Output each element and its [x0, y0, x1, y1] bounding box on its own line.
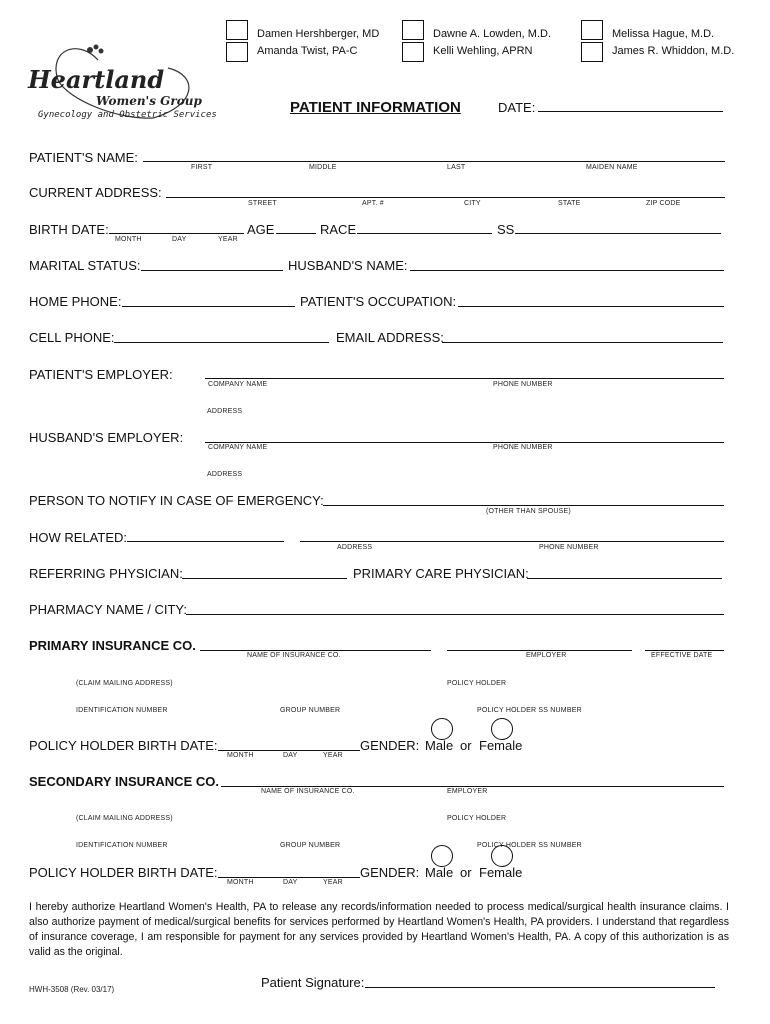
doctor-name: Melissa Hague, M.D.: [612, 28, 715, 40]
male-label-2: Male: [425, 865, 454, 880]
pharmacy-label: PHARMACY NAME / CITY:: [29, 602, 187, 617]
caption: DAY: [283, 879, 298, 886]
female-label-2: Female: [479, 865, 523, 880]
caption: GROUP NUMBER: [280, 707, 341, 714]
caption: GROUP NUMBER: [280, 842, 341, 849]
doctor-checkbox-2[interactable]: [402, 20, 424, 40]
caption: POLICY HOLDER: [447, 815, 507, 822]
authorization-text: I hereby authorize Heartland Women's Health, PA to release any records/information needed to process medical/surgical health insurance claims. I also authorize payment of medical/surgical benefits for services performed by Heartland Women's Health, PA providers. I understand that regardless of insurance coverage, I am responsible for payment for any services provided by Heartland Women's Health, PA. A copy of this authorization is as valid as the original.: [29, 901, 729, 958]
primary-care-field[interactable]: [527, 578, 722, 579]
female-radio[interactable]: [491, 718, 513, 740]
birth-date-label: BIRTH DATE:: [29, 222, 109, 237]
caption: POLICY HOLDER: [447, 680, 507, 687]
caption: IDENTIFICATION NUMBER: [76, 842, 168, 849]
caption: POLICY HOLDER SS NUMBER: [477, 842, 582, 849]
caption: PHONE NUMBER: [493, 381, 553, 388]
primary-effective-date-field[interactable]: [645, 650, 724, 651]
doctor-checkbox-1[interactable]: [226, 20, 248, 40]
occupation-label: PATIENT'S OCCUPATION:: [300, 294, 457, 309]
page-title: PATIENT INFORMATION: [290, 99, 461, 116]
caption: ADDRESS: [207, 471, 243, 478]
caption: PHONE NUMBER: [493, 444, 553, 451]
male-radio-2[interactable]: [431, 845, 453, 867]
patient-employer-field[interactable]: [205, 378, 724, 379]
caption: (CLAIM MAILING ADDRESS): [76, 815, 173, 822]
current-address-label: CURRENT ADDRESS:: [29, 185, 162, 200]
birth-date-field[interactable]: [109, 233, 244, 234]
doctor-name: James R. Whiddon, M.D.: [612, 45, 735, 57]
gender-label-2: GENDER:: [360, 865, 420, 880]
caption: DAY: [283, 752, 298, 759]
caption: EMPLOYER: [447, 788, 488, 795]
emergency-field[interactable]: [323, 505, 724, 506]
doctor-name: Kelli Wehling, APRN: [433, 45, 533, 57]
caption: ADDRESS: [207, 408, 243, 415]
caption: (OTHER THAN SPOUSE): [486, 508, 571, 515]
doctor-name: Amanda Twist, PA-C: [257, 45, 358, 57]
pharmacy-field[interactable]: [186, 614, 724, 615]
primary-employer-field[interactable]: [447, 650, 632, 651]
or-label: or: [460, 738, 472, 753]
home-phone-label: HOME PHONE:: [29, 294, 122, 309]
caption: MONTH: [227, 879, 254, 886]
referring-field[interactable]: [182, 578, 347, 579]
patient-employer-label: PATIENT'S EMPLOYER:: [29, 367, 173, 382]
male-radio[interactable]: [431, 718, 453, 740]
caption: NAME OF INSURANCE CO.: [261, 788, 355, 795]
logo-sub: Women's Group: [96, 94, 202, 108]
caption: MAIDEN NAME: [586, 164, 638, 171]
secondary-insurance-label: SECONDARY INSURANCE CO.: [29, 774, 219, 789]
doctor-checkbox-2b[interactable]: [402, 42, 424, 62]
primary-insurance-label: PRIMARY INSURANCE CO.: [29, 638, 196, 653]
caption: CITY: [464, 200, 481, 207]
caption: IDENTIFICATION NUMBER: [76, 707, 168, 714]
caption: DAY: [172, 236, 187, 243]
doctor-checkbox-3[interactable]: [581, 20, 603, 40]
caption: ADDRESS: [337, 544, 373, 551]
date-label: DATE:: [498, 100, 536, 115]
caption: STREET: [248, 200, 277, 207]
ss-field[interactable]: [515, 233, 721, 234]
caption: COMPANY NAME: [208, 381, 268, 388]
email-field[interactable]: [442, 342, 723, 343]
female-label: Female: [479, 738, 523, 753]
caption: POLICY HOLDER SS NUMBER: [477, 707, 582, 714]
husband-employer-field[interactable]: [205, 442, 724, 443]
caption: ZIP CODE: [646, 200, 681, 207]
secondary-insurance-field[interactable]: [221, 786, 724, 787]
caption: MONTH: [227, 752, 254, 759]
doctor-checkbox-1b[interactable]: [226, 42, 248, 62]
age-field[interactable]: [276, 233, 316, 234]
ph-birth-label: POLICY HOLDER BIRTH DATE:: [29, 738, 218, 753]
male-label: Male: [425, 738, 454, 753]
signature-field[interactable]: [365, 987, 715, 988]
logo-tagline: Gynecology and Obstetric Services: [38, 110, 217, 120]
date-field[interactable]: [538, 111, 723, 112]
referring-label: REFERRING PHYSICIAN:: [29, 566, 183, 581]
emergency-label: PERSON TO NOTIFY IN CASE OF EMERGENCY:: [29, 493, 324, 508]
husband-employer-label: HUSBAND'S EMPLOYER:: [29, 430, 184, 445]
caption: MIDDLE: [309, 164, 337, 171]
caption: EFFECTIVE DATE: [651, 652, 713, 659]
patient-name-label: PATIENT'S NAME:: [29, 150, 138, 165]
caption: EMPLOYER: [526, 652, 567, 659]
caption: STATE: [558, 200, 581, 207]
marital-status-field[interactable]: [141, 270, 283, 271]
race-field[interactable]: [357, 233, 492, 234]
occupation-field[interactable]: [458, 306, 724, 307]
current-address-field[interactable]: [166, 197, 725, 198]
caption: LAST: [447, 164, 466, 171]
ss-label: SS: [497, 222, 515, 237]
logo-name: Heartland: [28, 65, 165, 94]
race-label: RACE: [320, 222, 357, 237]
husbands-name-label: HUSBAND'S NAME:: [288, 258, 408, 273]
how-related-field[interactable]: [127, 541, 284, 542]
gender-label: GENDER:: [360, 738, 420, 753]
caption: (CLAIM MAILING ADDRESS): [76, 680, 173, 687]
patient-name-field[interactable]: [143, 161, 725, 162]
ph2-birth-label: POLICY HOLDER BIRTH DATE:: [29, 865, 218, 880]
age-label: AGE: [247, 222, 275, 237]
primary-insurance-field[interactable]: [200, 650, 431, 651]
home-phone-field[interactable]: [122, 306, 295, 307]
caption: FIRST: [191, 164, 213, 171]
caption: NAME OF INSURANCE CO.: [247, 652, 341, 659]
how-related-label: HOW RELATED:: [29, 530, 127, 545]
email-label: EMAIL ADDRESS:: [336, 330, 444, 345]
cell-phone-field[interactable]: [114, 342, 329, 343]
form-number: HWH-3508 (Rev. 03/17): [29, 985, 115, 994]
logo: [28, 40, 218, 125]
husbands-name-field[interactable]: [410, 270, 724, 271]
marital-status-label: MARITAL STATUS:: [29, 258, 141, 273]
cell-phone-label: CELL PHONE:: [29, 330, 115, 345]
female-radio-2[interactable]: [491, 845, 513, 867]
doctor-name: Damen Hershberger, MD: [257, 28, 380, 40]
emergency-address-field[interactable]: [300, 541, 724, 542]
doctor-checkbox-3b[interactable]: [581, 42, 603, 62]
caption: YEAR: [218, 236, 238, 243]
caption: YEAR: [323, 879, 343, 886]
or-label-2: or: [460, 865, 472, 880]
ph-birth-field[interactable]: [218, 750, 360, 751]
caption: MONTH: [115, 236, 142, 243]
signature-label: Patient Signature:: [261, 975, 365, 990]
primary-care-label: PRIMARY CARE PHYSICIAN:: [353, 566, 529, 581]
doctor-name: Dawne A. Lowden, M.D.: [433, 28, 552, 40]
caption: YEAR: [323, 752, 343, 759]
caption: PHONE NUMBER: [539, 544, 599, 551]
ph2-birth-field[interactable]: [218, 877, 360, 878]
caption: COMPANY NAME: [208, 444, 268, 451]
caption: APT. #: [362, 200, 384, 207]
